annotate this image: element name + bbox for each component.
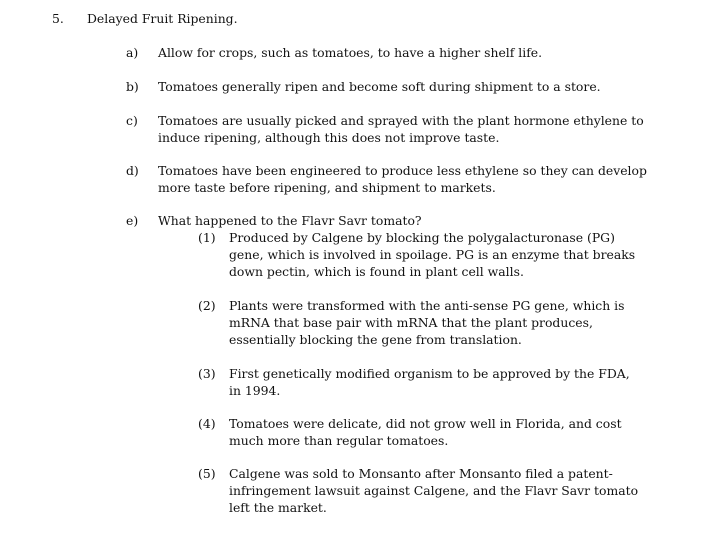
subitem-marker: (3): [198, 366, 216, 381]
item-marker: c): [126, 113, 138, 128]
item-text-line: What happened to the Flavr Savr tomato?: [158, 213, 422, 228]
subitem-text-line: much more than regular tomatoes.: [229, 433, 449, 448]
item-text-line: induce ripening, although this does not improve taste.: [158, 130, 500, 145]
subitem-text-line: mRNA that base pair with mRNA that the plant produces,: [229, 315, 593, 330]
subitem-text-line: Plants were transformed with the anti-sense PG gene, which is: [229, 298, 625, 313]
item-text-line: Tomatoes generally ripen and become soft during shipment to a store.: [158, 79, 601, 94]
item-marker: d): [126, 163, 139, 178]
subitem-text-line: left the market.: [229, 500, 327, 515]
subitem-text-line: gene, which is involved in spoilage. PG is an enzyme that breaks: [229, 247, 636, 262]
subitem-text-line: down pectin, which is found in plant cell walls.: [229, 264, 524, 279]
subitem-text-line: Tomatoes were delicate, did not grow well in Florida, and cost: [229, 416, 622, 431]
section-heading: Delayed Fruit Ripening.: [87, 11, 238, 26]
item-marker: a): [126, 45, 139, 60]
subitem-text-line: Calgene was sold to Monsanto after Monsanto filed a patent-: [229, 466, 613, 481]
subitem-marker: (4): [198, 416, 216, 431]
subitem-text-line: in 1994.: [229, 383, 281, 398]
section-number: 5.: [52, 11, 64, 26]
item-marker: b): [126, 79, 139, 94]
item-text-line: more taste before ripening, and shipment to markets.: [158, 180, 496, 195]
item-marker: e): [126, 213, 139, 228]
subitem-marker: (5): [198, 466, 216, 481]
item-text-line: Tomatoes are usually picked and sprayed with the plant hormone ethylene to: [158, 113, 644, 128]
subitem-marker: (2): [198, 298, 216, 313]
item-text-line: Tomatoes have been engineered to produce less ethylene so they can develop: [158, 163, 647, 178]
subitem-text-line: First genetically modified organism to be approved by the FDA,: [229, 366, 630, 381]
subitem-text-line: essentially blocking the gene from translation.: [229, 332, 522, 347]
subitem-marker: (1): [198, 230, 216, 245]
subitem-text-line: Produced by Calgene by blocking the polygalacturonase (PG): [229, 230, 615, 245]
item-text-line: Allow for crops, such as tomatoes, to have a higher shelf life.: [158, 45, 543, 60]
subitem-text-line: infringement lawsuit against Calgene, and the Flavr Savr tomato: [229, 483, 639, 498]
